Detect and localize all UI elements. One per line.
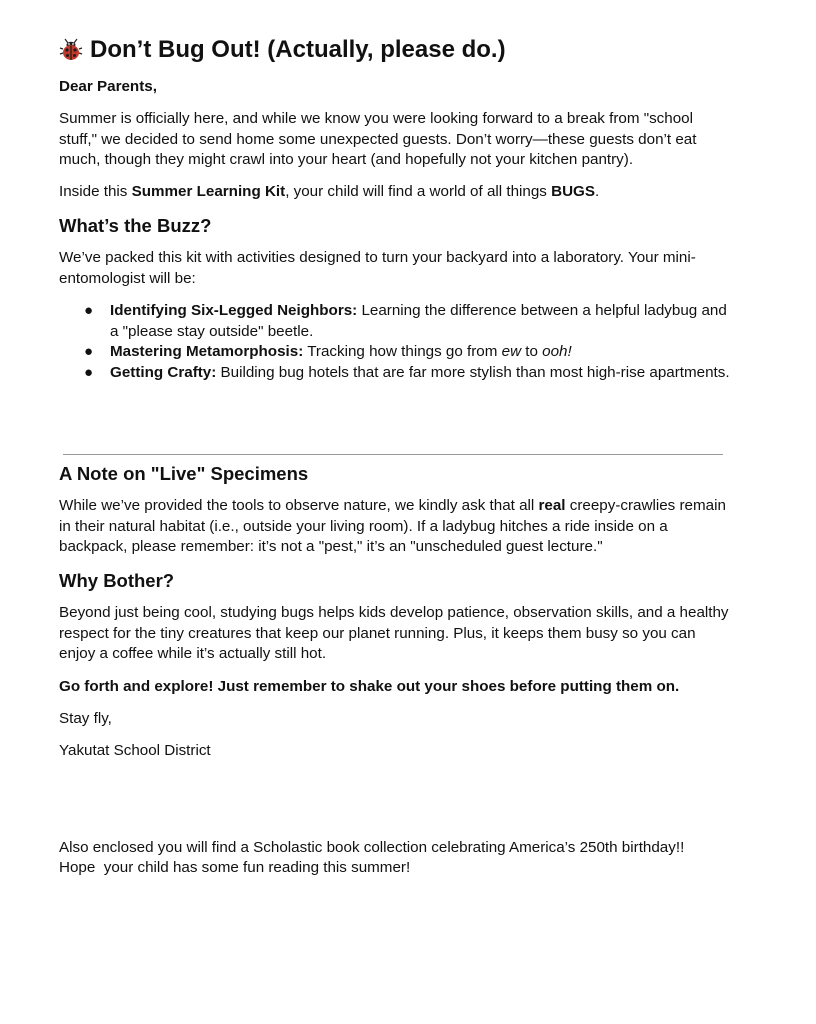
kit-pre-text: Inside this [59, 183, 132, 200]
specimens-bold-real: real [538, 497, 566, 514]
bullet-bold: Getting Crafty: [110, 363, 217, 381]
page-title [59, 34, 506, 66]
horizontal-divider [63, 454, 723, 455]
bullet-text: Building bug hotels that are far more stylish than most high-rise apartments. [216, 363, 730, 381]
intro-paragraph: Summer is officially here, and while we know you were looking forward to a break from "school stuff," we decided to send home some unexpected guests. Don’t worry—these guests don’t eat much, though they might crawl into your heart (and hopefully not your kitchen pantry). [59, 110, 697, 168]
list-item [59, 342, 730, 363]
bullet-dot: ● [84, 363, 94, 381]
list-item [59, 301, 730, 342]
greeting [59, 77, 729, 98]
specimens-pre-text: While we’ve provided the tools to observe nature, we kindly ask that all [59, 497, 539, 514]
enclosure-line-1: Also enclosed you will find a Scholastic book collection celebrating America’s 250th birthday!! [59, 839, 685, 856]
kit-mid-text: , your child will find a world of all things [285, 183, 552, 200]
bullet-text: Learning the difference between a helpful ladybug and a "please stay outside" beetle. [110, 302, 727, 340]
title-text: Don’t Bug Out! (Actually, please do.) [90, 36, 506, 63]
bullet-bold: Identifying Six-Legged Neighbors: [110, 302, 358, 319]
specimens-post-text: creepy-crawlies remain in their natural habitat (i.e., outside your living room). If a ladybug hitches a ride inside on a backpack, please remember: it’s not a "pest," it’s an "unscheduled guest lecture." [59, 497, 726, 555]
activity-list [59, 301, 729, 383]
buzz-heading: What’s the Buzz? [59, 215, 212, 236]
bullet-bold: Mastering Metamorphosis: [110, 343, 304, 360]
why-heading: Why Bother? [59, 570, 175, 591]
kit-name: Summer Learning Kit [131, 183, 286, 200]
bullet-dot: ● [84, 343, 94, 360]
kit-paragraph [59, 182, 729, 203]
specimens-paragraph [59, 496, 729, 558]
call-to-action-text: Go forth and explore! Just remember to shake out your shoes before putting them on. [59, 678, 680, 695]
why-paragraph: Beyond just being cool, studying bugs helps kids develop patience, observation skills, and a healthy respect for the tiny creatures that keep our planet running. Plus, it keeps them busy so you can enjoy a coffee while it’s actually still hot. [59, 604, 729, 662]
ladybug-icon [59, 38, 83, 62]
greeting-text: Dear Parents, [59, 78, 157, 95]
bugs-word: BUGS [551, 183, 595, 200]
bullet-italic-ew: ew [501, 343, 522, 360]
bullet-italic-ooh: ooh! [542, 343, 572, 360]
kit-end-text: . [595, 183, 600, 200]
signature: Yakutat School District [59, 742, 211, 759]
bullet-text: Tracking how things go from [303, 343, 502, 360]
signoff: Stay fly, [59, 710, 112, 727]
list-item [59, 363, 730, 384]
call-to-action [59, 677, 729, 698]
bullet-dot: ● [84, 302, 94, 319]
enclosure-line-2: Hope your child has some fun reading this summer! [59, 859, 411, 876]
bullet-text-mid: to [521, 343, 543, 360]
specimens-heading: A Note on "Live" Specimens [59, 463, 309, 484]
buzz-paragraph: We’ve packed this kit with activities designed to turn your backyard into a laboratory. Your mini-entomologist will be: [59, 249, 696, 287]
